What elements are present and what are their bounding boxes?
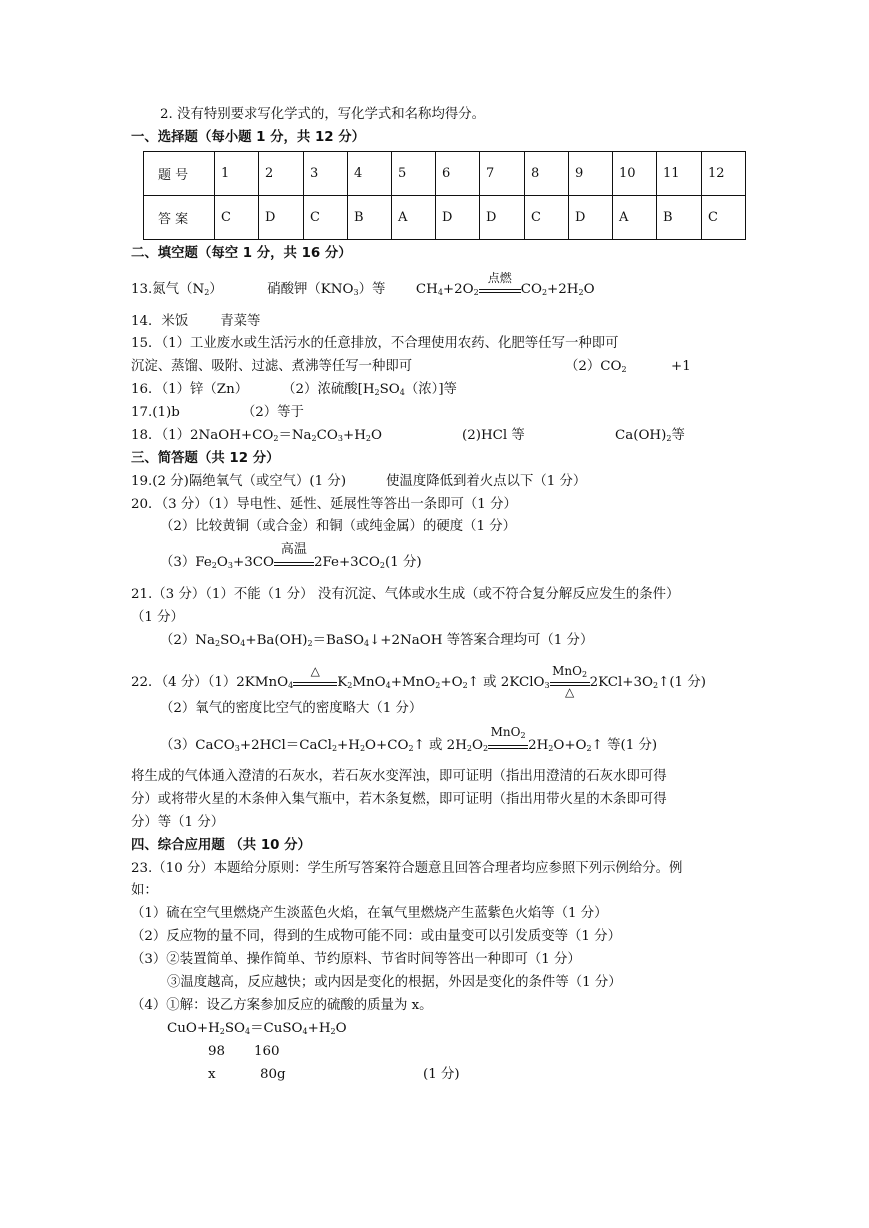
q16-answer: 16．（1）锌（Zn） （2）浓硫酸[$H_2SO_4$（浓）]等 bbox=[131, 382, 457, 397]
q23-masses: 98 160 bbox=[208, 1044, 280, 1059]
q23-line3: （1）硫在空气里燃烧产生淡蓝色火焰，在氧气里燃烧产生蓝紫色火焰等（1 分） bbox=[131, 906, 608, 921]
paragraph-line1: 将生成的气体通入澄清的石灰水，若石灰水变浑浊，即可证明（指出用澄清的石灰水即可得 bbox=[131, 769, 667, 784]
table-row bbox=[144, 196, 746, 240]
q17-answer: 17.(1)b （2）等于 bbox=[131, 405, 304, 420]
table-cell: 6 bbox=[436, 152, 480, 196]
row-header: 题 号 bbox=[144, 152, 215, 196]
q23-line6: ③温度越高，反应越快；或内因是变化的根据，外因是变化的条件等（1 分） bbox=[167, 975, 622, 990]
table-cell: C bbox=[215, 196, 259, 240]
section-3-title: 三、简答题（共 12 分） bbox=[131, 451, 280, 466]
table-cell: A bbox=[613, 196, 657, 240]
table-cell: B bbox=[657, 196, 702, 240]
table-cell: A bbox=[392, 196, 436, 240]
q13-answer: 13.氮气$(N_2)$ 硝酸钾$(KNO_3)$等 $CH_4+2O_2$ 点燃 $CO_2+2H_2O$ bbox=[131, 271, 595, 297]
section-1-title: 一、选择题（每小题 1 分，共 12 分） bbox=[131, 130, 366, 145]
q23-line2: 如： bbox=[131, 883, 158, 898]
note-2: 2. 没有特别要求写化学式的，写化学式和名称均得分。 bbox=[160, 107, 486, 122]
table-row bbox=[144, 152, 746, 196]
table-cell: C bbox=[702, 196, 746, 240]
q22-line2: （2）氧气的密度比空气的密度略大（1 分） bbox=[160, 701, 423, 716]
table-cell: 10 bbox=[613, 152, 657, 196]
table-cell: 7 bbox=[480, 152, 525, 196]
table-cell: 8 bbox=[525, 152, 569, 196]
q15-line2: 沉淀、蒸馏、吸附、过滤、煮沸等任写一种即可 $(2)CO_2$ +1 bbox=[131, 359, 691, 374]
q15-line1: 15．（1）工业废水或生活污水的任意排放，不合理使用农药、化肥等任写一种即可 bbox=[131, 336, 619, 351]
q23-line7: （4）①解：设乙方案参加反应的硫酸的质量为 x。 bbox=[131, 998, 433, 1013]
q22-line3: $(3)CaCO_3+2HCl=CaCl_2+H_2O+CO_2↑$ 或 $2H_2O_2$ MnO$_2$ $2H_2O+O_2↑$ 等(1 分) bbox=[160, 725, 658, 753]
table-cell: B bbox=[348, 196, 392, 240]
table-cell: 3 bbox=[304, 152, 348, 196]
q21-line3: $(2)Na_2SO_4+Ba(OH)_2=BaSO_4↓+2NaOH$ 等答案合理均可（1 分） bbox=[160, 633, 594, 648]
answer-table bbox=[143, 151, 746, 240]
table-cell: 2 bbox=[259, 152, 304, 196]
q20-line2: （2）比较黄铜（或合金）和铜（或纯金属）的硬度（1 分） bbox=[160, 519, 517, 534]
table-cell: 5 bbox=[392, 152, 436, 196]
table-cell: 11 bbox=[657, 152, 702, 196]
q14-answer: 14．米饭 青菜等 bbox=[131, 314, 261, 329]
q23-line1: 23.（10 分）本题给分原则：学生所写答案符合题意且回答合理者均应参照下列示例给分。例 bbox=[131, 861, 683, 876]
q20-line3: $(3)Fe_2O_3+3CO$ 高温 $2Fe+3CO_2(1$ 分) bbox=[160, 542, 422, 570]
table-cell: D bbox=[259, 196, 304, 240]
table-cell: 9 bbox=[569, 152, 613, 196]
q20-line1: 20．（3 分）（1）导电性、延性、延展性等答出一条即可（1 分） bbox=[131, 497, 517, 512]
q23-unknowns: x 80g (1 分) bbox=[208, 1067, 460, 1082]
q23-line5: （3）②装置简单、操作简单、节约原料、节省时间等答出一种即可（1 分） bbox=[131, 952, 581, 967]
table-cell: C bbox=[525, 196, 569, 240]
table-cell: 1 bbox=[215, 152, 259, 196]
section-2-title: 二、填空题（每空 1 分，共 16 分） bbox=[131, 246, 352, 261]
table-cell: C bbox=[304, 196, 348, 240]
q19-answer: 19.(2 分)隔绝氧气（或空气）(1 分) 使温度降低到着火点以下（1 分） bbox=[131, 474, 587, 489]
q23-line4: （2）反应物的量不同，得到的生成物可能不同：或由量变可以引发质变等（1 分） bbox=[131, 929, 621, 944]
table-cell: D bbox=[436, 196, 480, 240]
q22-line1: 22．（4 分）（1）2KMnO$_4$ △ $K_2MnO_4+MnO_2+O_2↑$ 或 2KClO$_3$ MnO$_2$ △ $2KCl+3O_2↑(1$ 分) bbox=[131, 664, 706, 699]
table-cell: 4 bbox=[348, 152, 392, 196]
table-cell: 12 bbox=[702, 152, 746, 196]
row-header: 答 案 bbox=[144, 196, 215, 240]
q18-answer: 18．$(1)2NaOH+CO_2=Na_2CO_3+H_2O$ (2)HCl 等 $Ca(OH)_2$等 bbox=[131, 428, 685, 443]
table-cell: D bbox=[480, 196, 525, 240]
table-cell: D bbox=[569, 196, 613, 240]
q21-line2: （1 分） bbox=[131, 610, 184, 625]
q23-equation: $CuO+H_2SO_4=CuSO_4+H_2O$ bbox=[167, 1021, 347, 1036]
q21-line1: 21.（3 分）（1）不能（1 分） 没有沉淀、气体或水生成（或不符合复分解反应发生的条件） bbox=[131, 587, 680, 602]
paragraph-line2: 分）或将带火星的木条伸入集气瓶中，若木条复燃，即可证明（指出用带火星的木条即可得 bbox=[131, 792, 667, 807]
section-4-title: 四、综合应用题 （共 10 分） bbox=[131, 838, 311, 853]
paragraph-line3: 分）等（1 分） bbox=[131, 815, 225, 830]
